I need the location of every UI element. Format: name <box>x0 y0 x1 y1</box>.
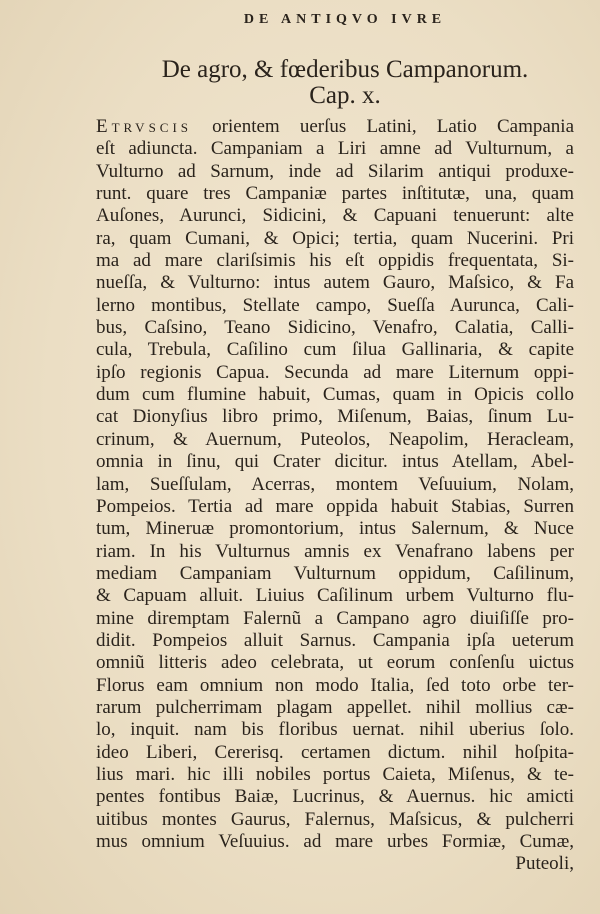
text-line: omnia in ſinu, qui Crater dicitur. intus Atellam, Abel- <box>96 451 574 473</box>
text-line: pentes fontibus Baiæ, Lucrinus, & Auernus. hic amicti <box>96 786 574 808</box>
text-line: eſt adiuncta. Campaniam a Liri amne ad Vulturnum, a <box>96 138 574 160</box>
text-line: rarum pulcherrimam plagam appellet. nihil mollius cæ- <box>96 696 574 718</box>
text-line: Vulturno ad Sarnum, inde ad Silarim antiqui produxe- <box>96 160 574 182</box>
text-line: uitibus montes Gaurus, Falernus, Maſsicus, & pulcherri <box>96 808 574 830</box>
text-line: lam, Sueſſulam, Acerras, montem Veſuuium, Nolam, <box>96 473 574 495</box>
text-line: runt. quare tres Campaniæ partes inſtitutæ, una, quam <box>96 183 574 205</box>
text-line: tum, Mineruæ promontorium, intus Salernum, & Nuce <box>96 518 574 540</box>
text-line: lerno montibus, Stellate campo, Sueſſa Aurunca, Cali- <box>96 294 574 316</box>
text-line: nueſſa, & Vulturno: intus autem Gauro, Maſsico, & Fa <box>96 272 574 294</box>
text-line-first <box>96 116 574 138</box>
text-line: ideo Liberi, Cererisq. certamen dictum. nihil hoſpita- <box>96 741 574 763</box>
text-line: ipſo regionis Capua. Secunda ad mare Liternum oppi- <box>96 361 574 383</box>
text-line: cat Dionyſius libro primo, Miſenum, Baias, ſinum Lu- <box>96 406 574 428</box>
text-line: bus, Caſsino, Teano Sidicino, Venafro, Calatia, Calli- <box>96 317 574 339</box>
text-line: Florus eam omnium non modo Italia, ſed toto orbe ter- <box>96 674 574 696</box>
text-line: dum cum flumine habuit, Cumas, quam in Opicis collo <box>96 384 574 406</box>
text-line: mine diremptam Falernũ a Campano agro diuiſiſſe pro- <box>96 607 574 629</box>
body-text <box>96 116 574 876</box>
text-line: lo, inquit. nam bis floribus uernat. nihil uberius ſolo. <box>96 719 574 741</box>
text-line: ra, quam Cumani, & Opici; tertia, quam Nucerini. Pri <box>96 227 574 249</box>
text-line: crinum, & Auernum, Puteolos, Neapolim, Heracleam, <box>96 428 574 450</box>
text-line: Auſones, Aurunci, Sidicini, & Capuani tenuerunt: alte <box>96 205 574 227</box>
text-line: didit. Pompeios alluit Sarnus. Campania ipſa ueterum <box>96 629 574 651</box>
text-line: lius mari. hic illi nobiles portus Caieta, Miſenus, & te- <box>96 763 574 785</box>
text-line: mus omnium Veſuuius. ad mare urbes Formiæ, Cumæ, <box>96 831 574 852</box>
opening-word: Etrvscis <box>96 116 193 137</box>
text-line: mediam Campaniam Vulturnum oppidum, Caſilinum, <box>96 562 574 584</box>
running-head: DE ANTIQVO IVRE <box>243 12 447 27</box>
text-line: Pompeios. Tertia ad mare oppida habuit Stabias, Surren <box>96 495 574 517</box>
catchword: Puteoli, <box>515 853 574 875</box>
text-line: riam. In his Vulturnus amnis ex Venafrano labens per <box>96 540 574 562</box>
chapter-number: Cap. x. <box>309 82 381 109</box>
text-line: omniũ litteris adeo celebrata, ut eorum conſenſu uictus <box>96 652 574 674</box>
text-line: ma ad mare clariſsimis his eſt oppidis frequentata, Si- <box>96 250 574 272</box>
text-line: & Capuam alluit. Liuius Caſilinum urbem Vulturno flu- <box>96 585 574 607</box>
chapter-title: De agro, & fœderibus Campanorum. <box>161 56 529 83</box>
first-line-rest: orientem uerſus Latini, Latio Campania <box>192 116 574 137</box>
text-line: cula, Trebula, Caſilino cum ſilua Gallinaria, & capite <box>96 339 574 361</box>
